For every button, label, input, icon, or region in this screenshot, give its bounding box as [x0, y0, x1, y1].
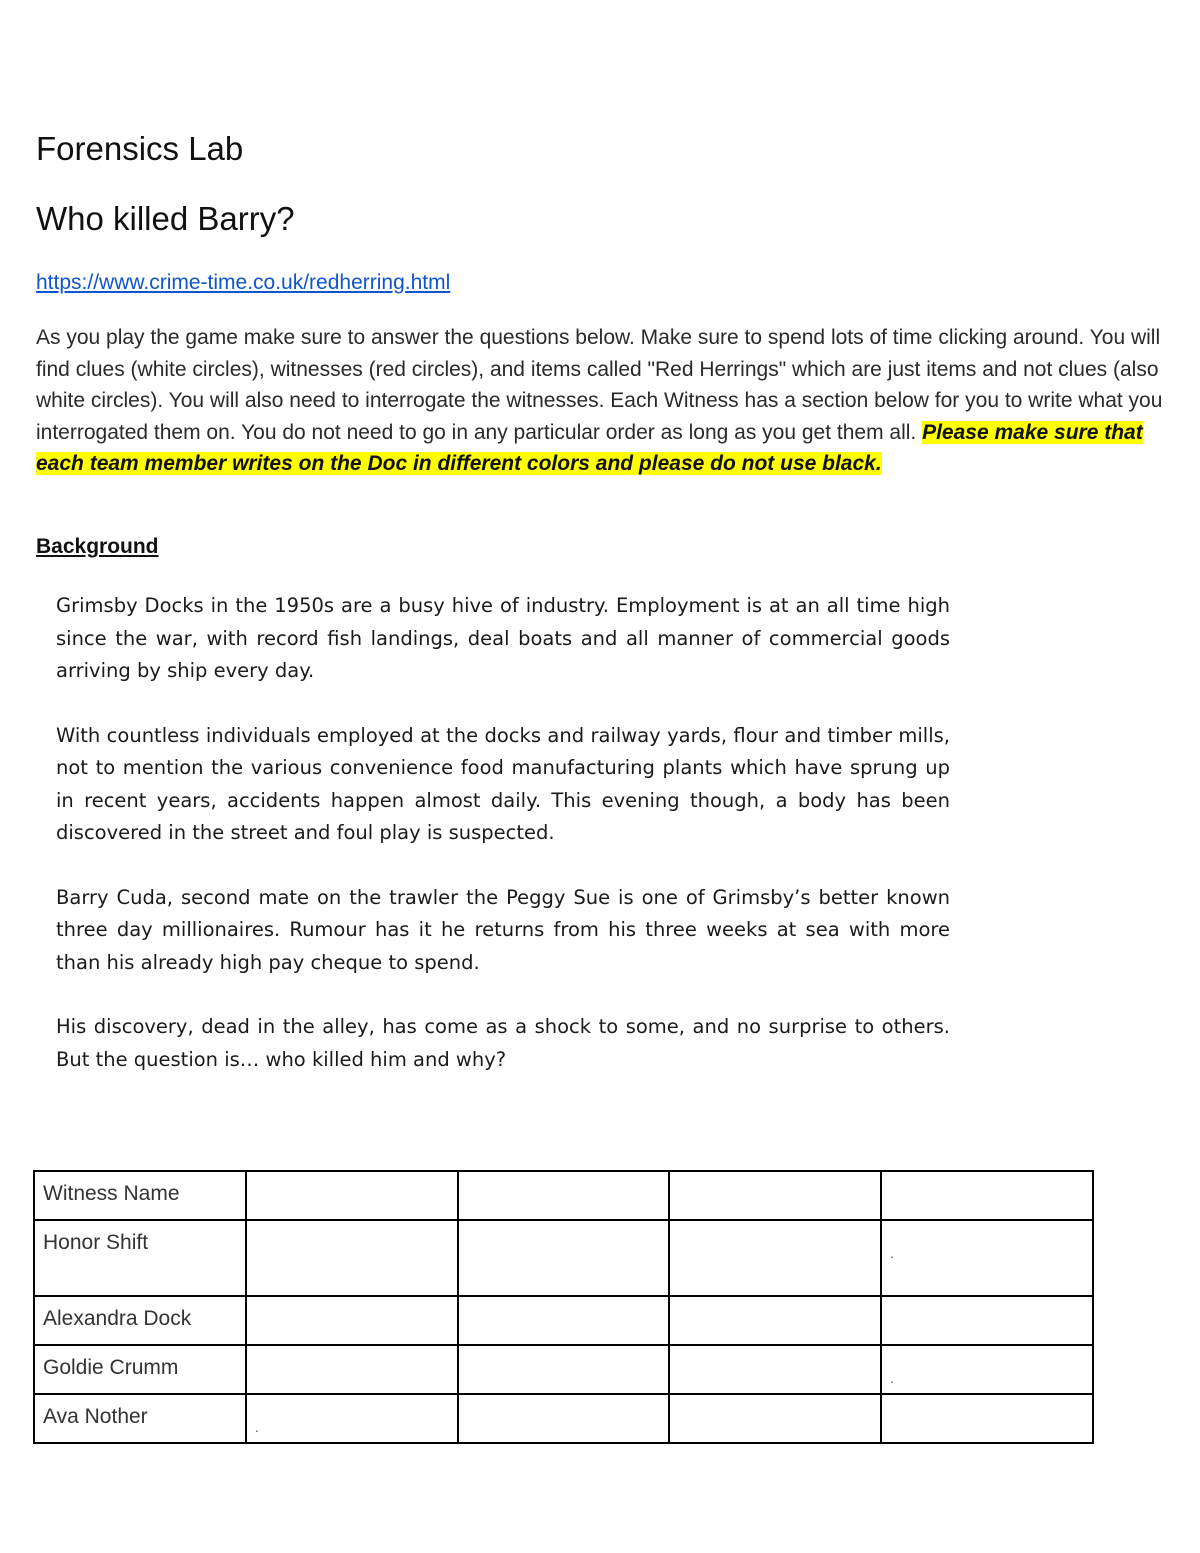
- table-cell[interactable]: [458, 1394, 670, 1443]
- table-row: [34, 1220, 1093, 1296]
- table-row: [34, 1345, 1093, 1394]
- table-cell[interactable]: [246, 1171, 458, 1220]
- story-paragraph: His discovery, dead in the alley, has come as a shock to some, and no surprise to others. But the question is… who killed him and why?: [56, 1015, 950, 1071]
- table-cell[interactable]: [881, 1296, 1093, 1345]
- story-paragraph: With countless individuals employed at the docks and railway yards, flour and timber mills, not to mention the various convenience food manufacturing plants which have sprung up in recent years, accidents happen almost daily. This evening though, a body has been discovered in the street and foul play is suspected.: [56, 723, 950, 844]
- story-paragraph: Grimsby Docks in the 1950s are a busy hive of industry. Employment is at an all time high since the war, with record fish landings, deal boats and all manner of commercial goods arriving by ship every day.: [56, 594, 950, 682]
- table-cell[interactable]: [458, 1171, 670, 1220]
- witness-name: Ava Nother: [34, 1394, 246, 1443]
- page-title: Forensics Lab: [36, 130, 244, 167]
- table-cell[interactable]: [669, 1171, 881, 1220]
- cell-text: .: [890, 1370, 895, 1386]
- table-cell[interactable]: [669, 1296, 881, 1345]
- witness-table: [33, 1170, 1094, 1444]
- table-cell[interactable]: [881, 1394, 1093, 1443]
- table-cell[interactable]: [246, 1220, 458, 1296]
- table-cell[interactable]: [246, 1345, 458, 1394]
- background-story: [56, 590, 950, 1108]
- table-cell[interactable]: [881, 1171, 1093, 1220]
- table-cell[interactable]: [881, 1220, 1093, 1296]
- witness-name-header: Witness Name: [34, 1171, 246, 1220]
- table-row: [34, 1394, 1093, 1443]
- table-row: [34, 1296, 1093, 1345]
- table-cell[interactable]: [669, 1394, 881, 1443]
- witness-name: Alexandra Dock: [34, 1296, 246, 1345]
- witness-name: Goldie Crumm: [34, 1345, 246, 1394]
- witness-name: Honor Shift: [34, 1220, 246, 1296]
- intro-text: As you play the game make sure to answer the questions below. Make sure to spend lots of time clicking around. You will find clues (white circles), witnesses (red circles), and items called "Red Herrings" which are just items and not clues (also white circles). You will also need to interrogate the witnesses. Each Witness has a section below for you to write what you interrogated them on. You do not need to go in any particular order as long as you get them all.: [36, 326, 1163, 444]
- background-heading: Background: [36, 535, 159, 558]
- table-cell[interactable]: [458, 1345, 670, 1394]
- table-cell[interactable]: [458, 1296, 670, 1345]
- cell-text: .: [890, 1245, 895, 1261]
- table-cell[interactable]: [669, 1220, 881, 1296]
- table-cell[interactable]: [881, 1345, 1093, 1394]
- table-cell[interactable]: [669, 1345, 881, 1394]
- cell-text: .: [254, 1419, 259, 1435]
- table-cell[interactable]: [246, 1394, 458, 1443]
- table-cell[interactable]: [246, 1296, 458, 1345]
- page-subtitle: Who killed Barry?: [36, 200, 295, 237]
- table-cell[interactable]: [458, 1220, 670, 1296]
- table-row: [34, 1171, 1093, 1220]
- highlight-instruction: Please make sure that each team member writes on the Doc in different colors and please do not use black.: [36, 420, 1143, 475]
- story-paragraph: Barry Cuda, second mate on the trawler the Peggy Sue is one of Grimsby’s better known three day millionaires. Rumour has it he returns from his three weeks at sea with more than his already high pay cheque to spend.: [56, 885, 950, 974]
- game-link[interactable]: https://www.crime-time.co.uk/redherring.html: [36, 271, 451, 294]
- intro-paragraph: [36, 322, 1166, 480]
